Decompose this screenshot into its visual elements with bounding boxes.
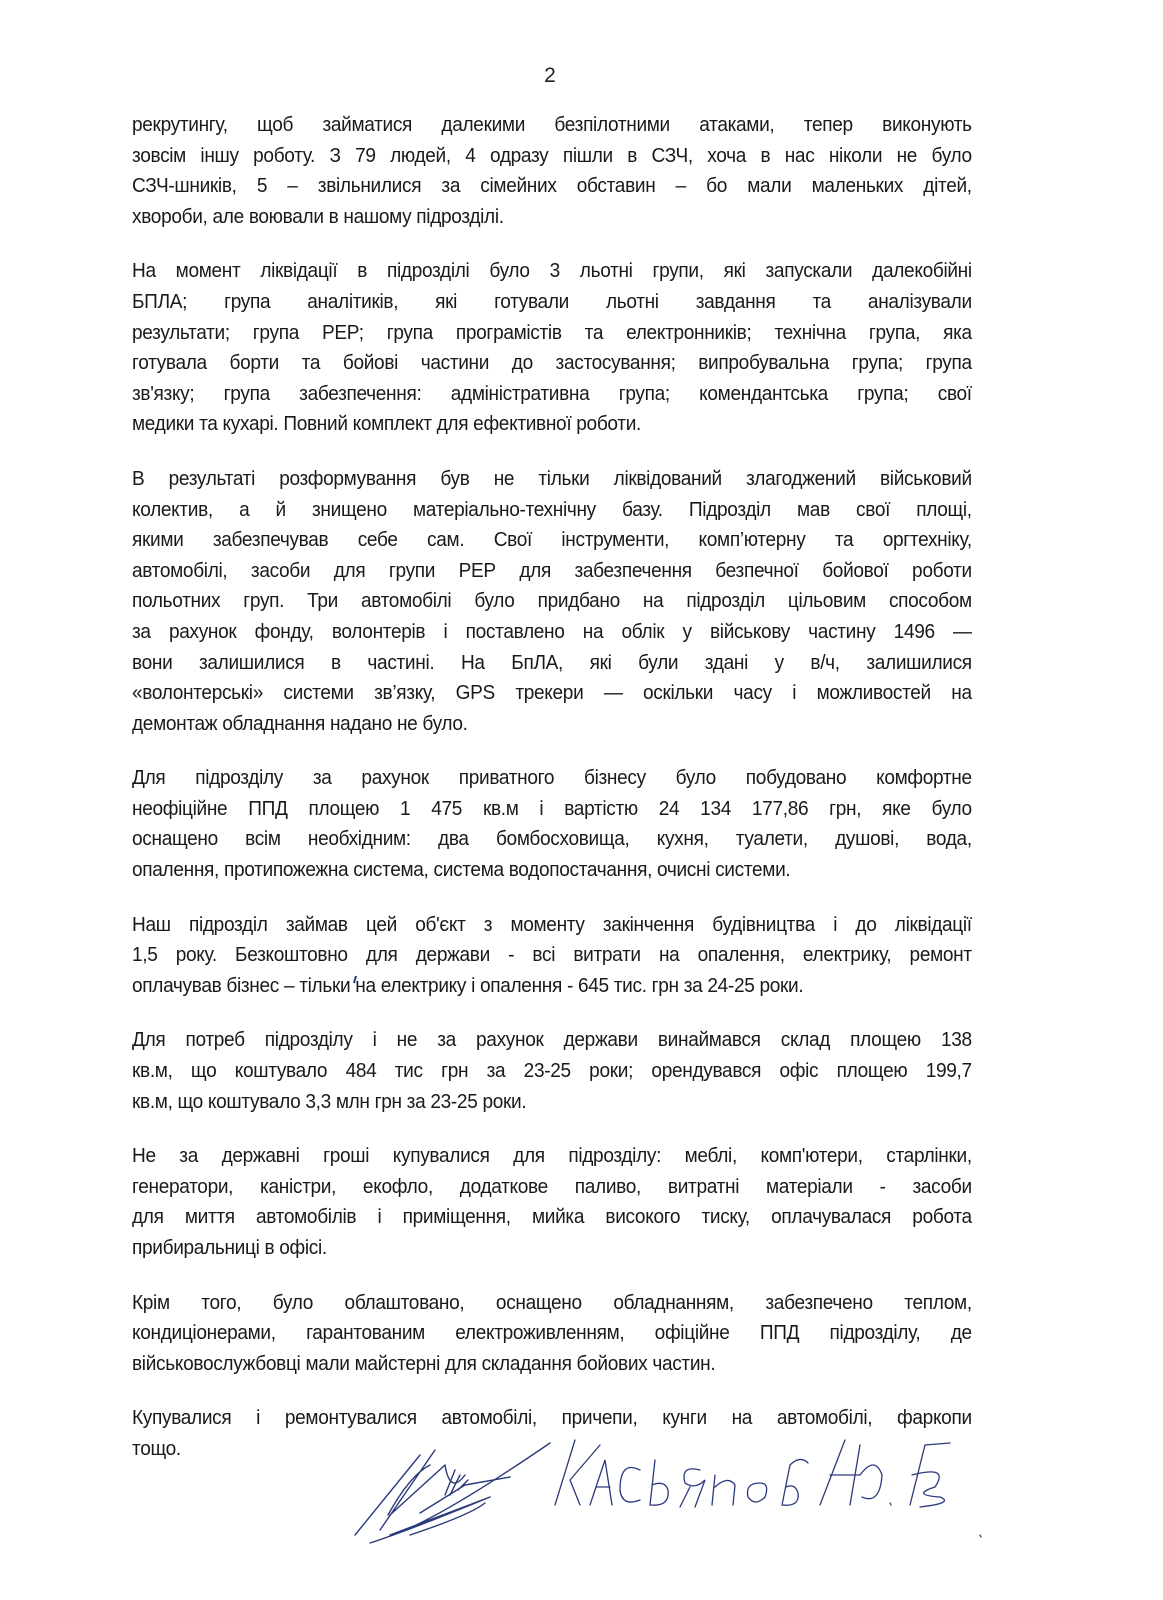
- paragraph: [132, 256, 972, 440]
- paragraph: [132, 1288, 972, 1380]
- text-line: кв.м, що коштувало 484 тис грн за 23-25 роки; орендувався офіс площею 199,7: [132, 1059, 972, 1083]
- ink-mark: [352, 975, 358, 985]
- text-line: рекрутингу, щоб займатися далекими безпілотними атаками, тепер виконують: [132, 113, 972, 136]
- document-body: [132, 110, 972, 1489]
- paragraph: [132, 763, 972, 885]
- text-line: Не за державні гроші купувалися для підрозділу: меблі, комп'ютери, старлінки,: [132, 1144, 972, 1168]
- text-line: Купувалися і ремонтувалися автомобілі, причепи, кунги на автомобілі, фаркопи: [132, 1406, 972, 1430]
- text-line: Крім того, було облаштовано, оснащено обладнанням, забезпечено теплом,: [132, 1290, 972, 1314]
- signature-block: [350, 1435, 1070, 1575]
- text-line: тощо.: [132, 1436, 181, 1460]
- text-line: автомобілі, засоби для групи РЕР для забезпечення безпечної бойової роботи: [132, 558, 972, 582]
- paragraph: [132, 110, 972, 232]
- text-line: генератори, каністри, екофло, додаткове паливо, витратні матеріали - засоби: [132, 1174, 972, 1198]
- signature-mark: [355, 1443, 550, 1543]
- paragraph: [132, 910, 972, 1002]
- text-line: 1,5 року. Безкоштовно для держави - всі витрати на опалення, електрику, ремонт: [132, 943, 972, 967]
- paragraph: [132, 1141, 972, 1263]
- page-number: 2: [544, 64, 556, 87]
- text-line: за рахунок фонду, волонтерів і поставлено на облік у військову частину 1496 —: [132, 619, 972, 643]
- text-line: хвороби, але воювали в нашому підрозділі.: [132, 204, 504, 228]
- signature-scribble: [350, 1435, 1070, 1575]
- text-line: неофіційне ППД площею 1 475 кв.м і вартістю 24 134 177,86 грн, яке було: [132, 796, 972, 820]
- text-line: кв.м, що коштувало 3,3 млн грн за 23-25 роки.: [132, 1089, 527, 1113]
- text-line: колектив, а й знищено матеріально-технічну базу. Підрозділ мав свої площі,: [132, 497, 972, 521]
- text-line: Для потреб підрозділу і не за рахунок держави винаймався склад площею 138: [132, 1028, 972, 1052]
- text-line: якими забезпечував себе сам. Свої інструменти, комп’ютерну та оргтехніку,: [132, 528, 972, 552]
- paragraph: [132, 464, 972, 739]
- text-line: зовсім іншу роботу. З 79 людей, 4 одразу пішли в СЗЧ, хоча в нас ніколи не було: [132, 143, 972, 167]
- text-line: Наш підрозділ займав цей об'єкт з моменту закінчення будівництва і до ліквідації: [132, 912, 972, 936]
- text-line: БПЛА; група аналітиків, які готували льотні завдання та аналізували: [132, 289, 972, 313]
- text-line: оснащено всім необхідним: два бомбосховища, кухня, туалети, душові, вода,: [132, 827, 972, 851]
- text-line: військовослужбовці мали майстерні для складання бойових частин.: [132, 1351, 716, 1375]
- text-line: прибиральниці в офісі.: [132, 1236, 327, 1259]
- text-line: для миття автомобілів і приміщення, мийка високого тиску, оплачувалася робота: [132, 1205, 972, 1229]
- text-line: Для підрозділу за рахунок приватного бізнесу було побудовано комфортне: [132, 766, 972, 790]
- text-line: «волонтерські» системи зв’язку, GPS трекери — оскільки часу і можливостей на: [132, 681, 972, 705]
- text-line: СЗЧ-шників, 5 – звільнилися за сімейних обставин – бо мали маленьких дітей,: [132, 174, 972, 198]
- text-line: результати; група РЕР; група програмістів та електронників; технічна група, яка: [132, 320, 972, 344]
- signature-name-handwriting: [555, 1440, 981, 1537]
- paragraph: [132, 1025, 972, 1117]
- text-line: медики та кухарі. Повний комплект для ефективної роботи.: [132, 412, 641, 436]
- text-line: готувала борти та бойові частини до застосування; випробувальна група; група: [132, 351, 972, 375]
- text-line: оплачував бізнес – тільки на електрику і опалення - 645 тис. грн за 24-25 роки.: [132, 973, 804, 997]
- text-line: зв'язку; група забезпечення: адміністративна група; комендантська група; свої: [132, 381, 972, 405]
- text-line: вони залишилися в частині. На БпЛА, які були здані у в/ч, залишилися: [132, 650, 972, 674]
- text-line: демонтаж обладнання надано не було.: [132, 711, 468, 735]
- text-line: В результаті розформування був не тільки ліквідований злагоджений військовий: [132, 466, 972, 490]
- text-line: опалення, протипожежна система, система водопостачання, очисні системи.: [132, 858, 791, 882]
- text-line: польотних груп. Три автомобілі було придбано на підрозділ цільовим способом: [132, 589, 972, 613]
- text-line: На момент ліквідації в підрозділі було 3 льотні групи, які запускали далекобійні: [132, 259, 972, 283]
- text-line: кондиціонерами, гарантованим електроживленням, офіційне ППД підрозділу, де: [132, 1321, 972, 1345]
